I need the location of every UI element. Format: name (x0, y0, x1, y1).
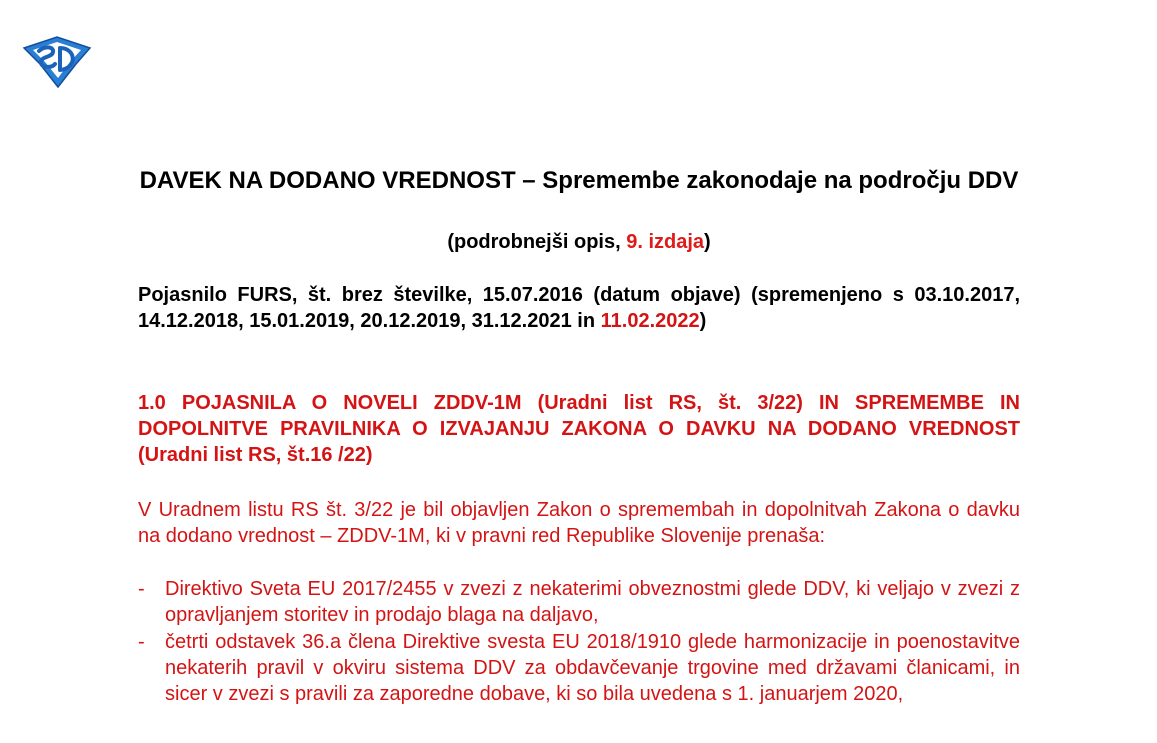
intro-paragraph (138, 282, 1020, 334)
bullet-list (138, 576, 1020, 708)
intro-suffix: ) (699, 310, 707, 332)
company-logo (20, 34, 94, 90)
edition-label: 9. izdaja (626, 231, 705, 253)
subtitle-prefix: (podrobnejši opis, (447, 231, 627, 253)
bullet-dash: - (138, 631, 145, 653)
subtitle-suffix: ) (704, 231, 711, 253)
list-item-text: četrti odstavek 36.a člena Direktive svesta EU 2018/1910 glede harmonizacije in poenostavitve nekaterih pravil v okviru sistema DDV za obdavčevanje trgovine med državami članicami, in sicer v zvezi s pravili za zaporedne dobave, ki so bila uvedena s 1. januarjem 2020, (165, 631, 1020, 705)
list-item (138, 629, 1020, 707)
list-item (138, 576, 1020, 628)
document-title: DAVEK NA DODANO VREDNOST – Spremembe zakonodaje na področju DDV (139, 167, 1019, 194)
section-heading: 1.0 POJASNILA O NOVELI ZDDV-1M (Uradni list RS, št. 3/22) IN SPREMEMBE IN DOPOLNITVE PRAVILNIKA O IZVAJANJU ZAKONA O DAVKU NA DODANO VREDNOST (Uradni list RS, št.16 /22) (138, 392, 1020, 466)
bullet-dash: - (138, 578, 145, 600)
document-subtitle (138, 229, 1020, 255)
list-item-text: Direktivo Sveta EU 2017/2455 v zvezi z nekaterimi obveznostmi glede DDV, ki veljajo v zvezi z opravljanjem storitev in prodajo blaga na daljavo, (165, 578, 1020, 626)
intro-date: 11.02.2022 (600, 310, 700, 332)
intro-text: Pojasnilo FURS, št. brez številke, 15.07.2016 (datum objave) (spremenjeno s 03.10.2017, 14.12.2018, 15.01.2019, 20.12.2019, 31.12.2021 in (138, 284, 1020, 332)
body-paragraph: V Uradnem listu RS št. 3/22 je bil objavljen Zakon o spremembah in dopolnitvah Zakona o davku na dodano vrednost – ZDDV-1M, ki v pravni red Republike Slovenije prenaša: (138, 499, 1020, 547)
